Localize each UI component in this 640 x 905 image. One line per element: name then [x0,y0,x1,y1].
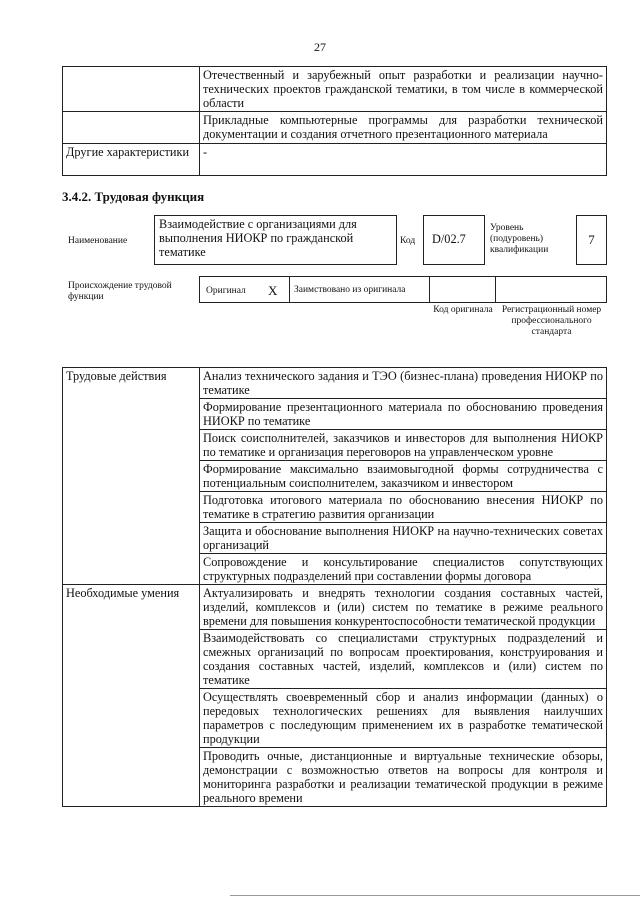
table-row [63,630,607,689]
table-row [63,368,607,399]
group-label: Трудовые действия [63,368,200,399]
code-label: Код [400,236,416,246]
item-text: Защита и обоснование выполнения НИОКР на научно-технических советах организаций [200,523,607,554]
table-row [63,112,607,144]
function-name-value: Взаимодействие с организациями для выполнения НИОКР по гражданской тематике [154,215,397,265]
item-text: Актуализировать и внедрять технологии создания составных частей, изделий, комплексов и (или) систем по тематике в режиме реального времени для повышения конкурентоспособности тематической продукции [200,585,607,630]
item-text: Сопровождение и консультирование специалистов сопутствующих структурных подразделений при составлении формы договора [200,554,607,585]
qualification-level-value: 7 [576,215,607,265]
table-row [63,399,607,430]
original-code-caption: Код оригинала [433,305,493,315]
table-row [63,492,607,523]
section-heading: 3.4.2. Трудовая функция [62,189,205,204]
item-text: Поиск соисполнителей, заказчиков и инвесторов для выполнения НИОКР по тематике и организация переговоров на управленческом уровне [200,430,607,461]
original-cell [199,276,290,303]
function-code-value: D/02.7 [423,215,485,265]
item-text: Проводить очные, дистанционные и виртуальные технические обзоры, демонстрации с возможностью ответов на вопросы для контроля и мониторинга разработки и реализации тематической продукции в режиме реального времени [200,748,607,807]
origin-label: Происхождение трудовой функции [68,281,172,302]
item-text: Подготовка итогового материала по обоснованию внесения НИОКР по тематике в стратегию развития организации [200,492,607,523]
item-text: Осуществлять своевременный сбор и анализ информации (данных) о передовых технологических решениях для выявления наилучших параметров с последующим применением их в разработке тематической продукции [200,689,607,748]
row-label [63,112,200,144]
level-label: Уровень (подуровень) квалификации [490,223,549,255]
original-code-cell [429,276,496,303]
row-text: Прикладные компьютерные программы для разработки технической документации и создания отчетного презентационного материала [200,112,607,144]
name-label: Наименование [68,236,128,246]
table-row [63,748,607,807]
registration-number-caption: Регистрационный номер профессионального стандарта [501,305,602,337]
table-row [63,689,607,748]
table-row [63,67,607,112]
item-text: Анализ технического задания и ТЭО (бизнес-плана) проведения НИОКР по тематике [200,368,607,399]
registration-number-cell [495,276,607,303]
item-text: Формирование максимально взаимовыгодной формы сотрудничества с потенциальным соисполнителем, заказчиком и инвестором [200,461,607,492]
row-label [63,67,200,112]
table-row [63,144,607,176]
item-text: Формирование презентационного материала по обоснованию проведения НИОКР по тематике [200,399,607,430]
labor-actions-group [63,368,607,585]
required-skills-group [63,585,607,807]
group-label: Необходимые умения [63,585,200,630]
row-text: Отечественный и зарубежный опыт разработки и реализации научно-технических проектов гражданской тематики, в том числе в коммерческой области [200,67,607,112]
table-row [63,554,607,585]
row-label: Другие характеристики [63,144,200,176]
original-label: Оригинал [206,286,246,296]
table-row [63,430,607,461]
table-row [63,523,607,554]
page-bottom-divider [230,895,640,896]
labor-function-table [62,367,607,807]
row-text: - [200,144,607,176]
top-characteristics-table [62,66,607,176]
page-number: 27 [314,40,326,54]
table-row [63,585,607,630]
table-row [63,461,607,492]
borrowed-label: Заимствовано из оригинала [294,285,406,295]
borrowed-cell [289,276,430,303]
original-mark: X [268,283,278,298]
item-text: Взаимодействовать со специалистами структурных подразделений и смежных организаций по вопросам проектирования, конструирования и создания составных частей, изделий, комплексов и (или) систем по тематике [200,630,607,689]
